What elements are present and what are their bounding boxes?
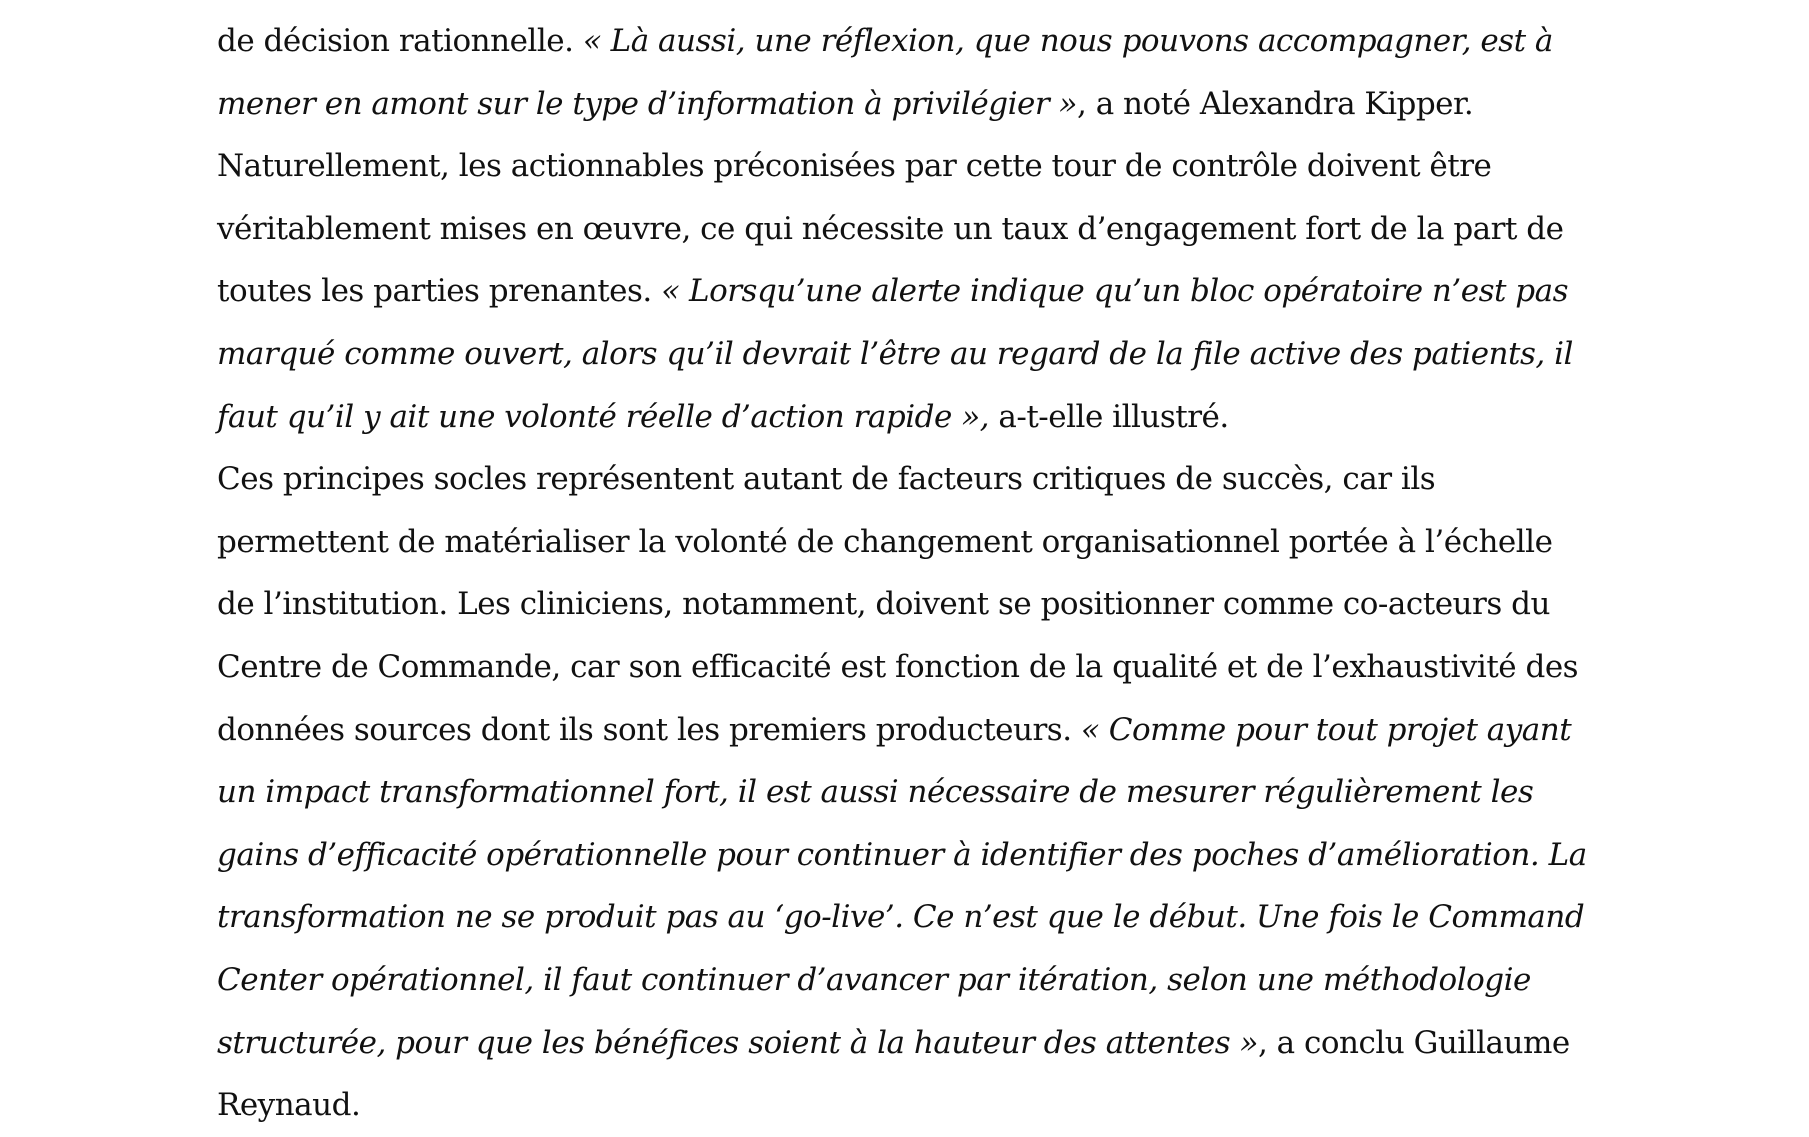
quote-text-run: marqué comme ouvert, alors qu’il devrait l’être au regard de la file active des patients, il xyxy=(217,335,1573,372)
quote-text-run: « Lorsqu’une alerte indique qu’un bloc opératoire n’est pas xyxy=(661,273,1569,310)
paragraph xyxy=(217,448,1617,1137)
text-line xyxy=(217,636,1617,699)
text-line xyxy=(217,73,1617,136)
text-run: a-t-elle illustré. xyxy=(989,398,1229,435)
text-run: de décision rationnelle. xyxy=(217,23,583,59)
text-line xyxy=(217,10,1617,73)
text-run: véritablement mises en œuvre, ce qui nécessite un taux d’engagement fort de la part de xyxy=(217,210,1564,247)
text-run: Naturellement, les actionnables préconisées par cette tour de contrôle doivent être xyxy=(217,148,1492,185)
quote-text-run: gains d’efficacité opérationnelle pour continuer à identifier des poches d’amélioration. La xyxy=(217,836,1587,873)
text-line xyxy=(217,699,1617,762)
text-run: Ces principes socles représentent autant de facteurs critiques de succès, car ils xyxy=(217,461,1436,498)
text-line xyxy=(217,949,1617,1012)
text-run: toutes les parties prenantes. xyxy=(217,273,662,310)
text-line xyxy=(217,260,1617,323)
text-line xyxy=(217,448,1617,511)
text-line xyxy=(217,323,1617,386)
text-line xyxy=(217,1012,1617,1075)
quote-text-run: transformation ne se produit pas au ‘go-live’. Ce n’est que le début. Une fois le Command xyxy=(217,899,1585,936)
quote-text-run: « Comme pour tout projet ayant xyxy=(1080,711,1572,748)
quote-text-run: mener en amont sur le type d’information à privilégier » xyxy=(217,85,1077,122)
quote-text-run: un impact transformationnel fort, il est aussi nécessaire de mesurer régulièrement les xyxy=(217,774,1534,811)
paragraph xyxy=(217,10,1617,448)
text-run: Centre de Commande, car son efficacité est fonction de la qualité et de l’exhaustivité des xyxy=(217,648,1579,685)
text-line xyxy=(217,761,1617,824)
text-line xyxy=(217,198,1617,261)
text-line xyxy=(217,824,1617,887)
quote-text-run: « Là aussi, une réflexion, que nous pouvons accompagner, est à xyxy=(582,23,1553,59)
quote-text-run: faut qu’il y ait une volonté réelle d’action rapide », xyxy=(217,398,990,435)
text-run: données sources dont ils sont les premiers producteurs. xyxy=(217,711,1081,748)
text-line xyxy=(217,386,1617,449)
quote-text-run: structurée, pour que les bénéfices soient à la hauteur des attentes » xyxy=(217,1024,1258,1061)
text-run: , a conclu Guillaume xyxy=(1257,1024,1570,1061)
text-run: de l’institution. Les cliniciens, notamment, doivent se positionner comme co-acteurs du xyxy=(217,586,1550,623)
text-run: Reynaud. xyxy=(217,1087,361,1124)
text-line xyxy=(217,1074,1617,1137)
quote-text-run: Center opérationnel, il faut continuer d’avancer par itération, selon une méthodologie xyxy=(217,961,1531,998)
text-run: , a noté Alexandra Kipper. xyxy=(1077,85,1474,122)
text-run: permettent de matérialiser la volonté de changement organisationnel portée à l’échelle xyxy=(217,523,1553,560)
text-line xyxy=(217,886,1617,949)
text-line xyxy=(217,135,1617,198)
text-line xyxy=(217,511,1617,574)
text-line xyxy=(217,573,1617,636)
article-body xyxy=(217,10,1617,1137)
